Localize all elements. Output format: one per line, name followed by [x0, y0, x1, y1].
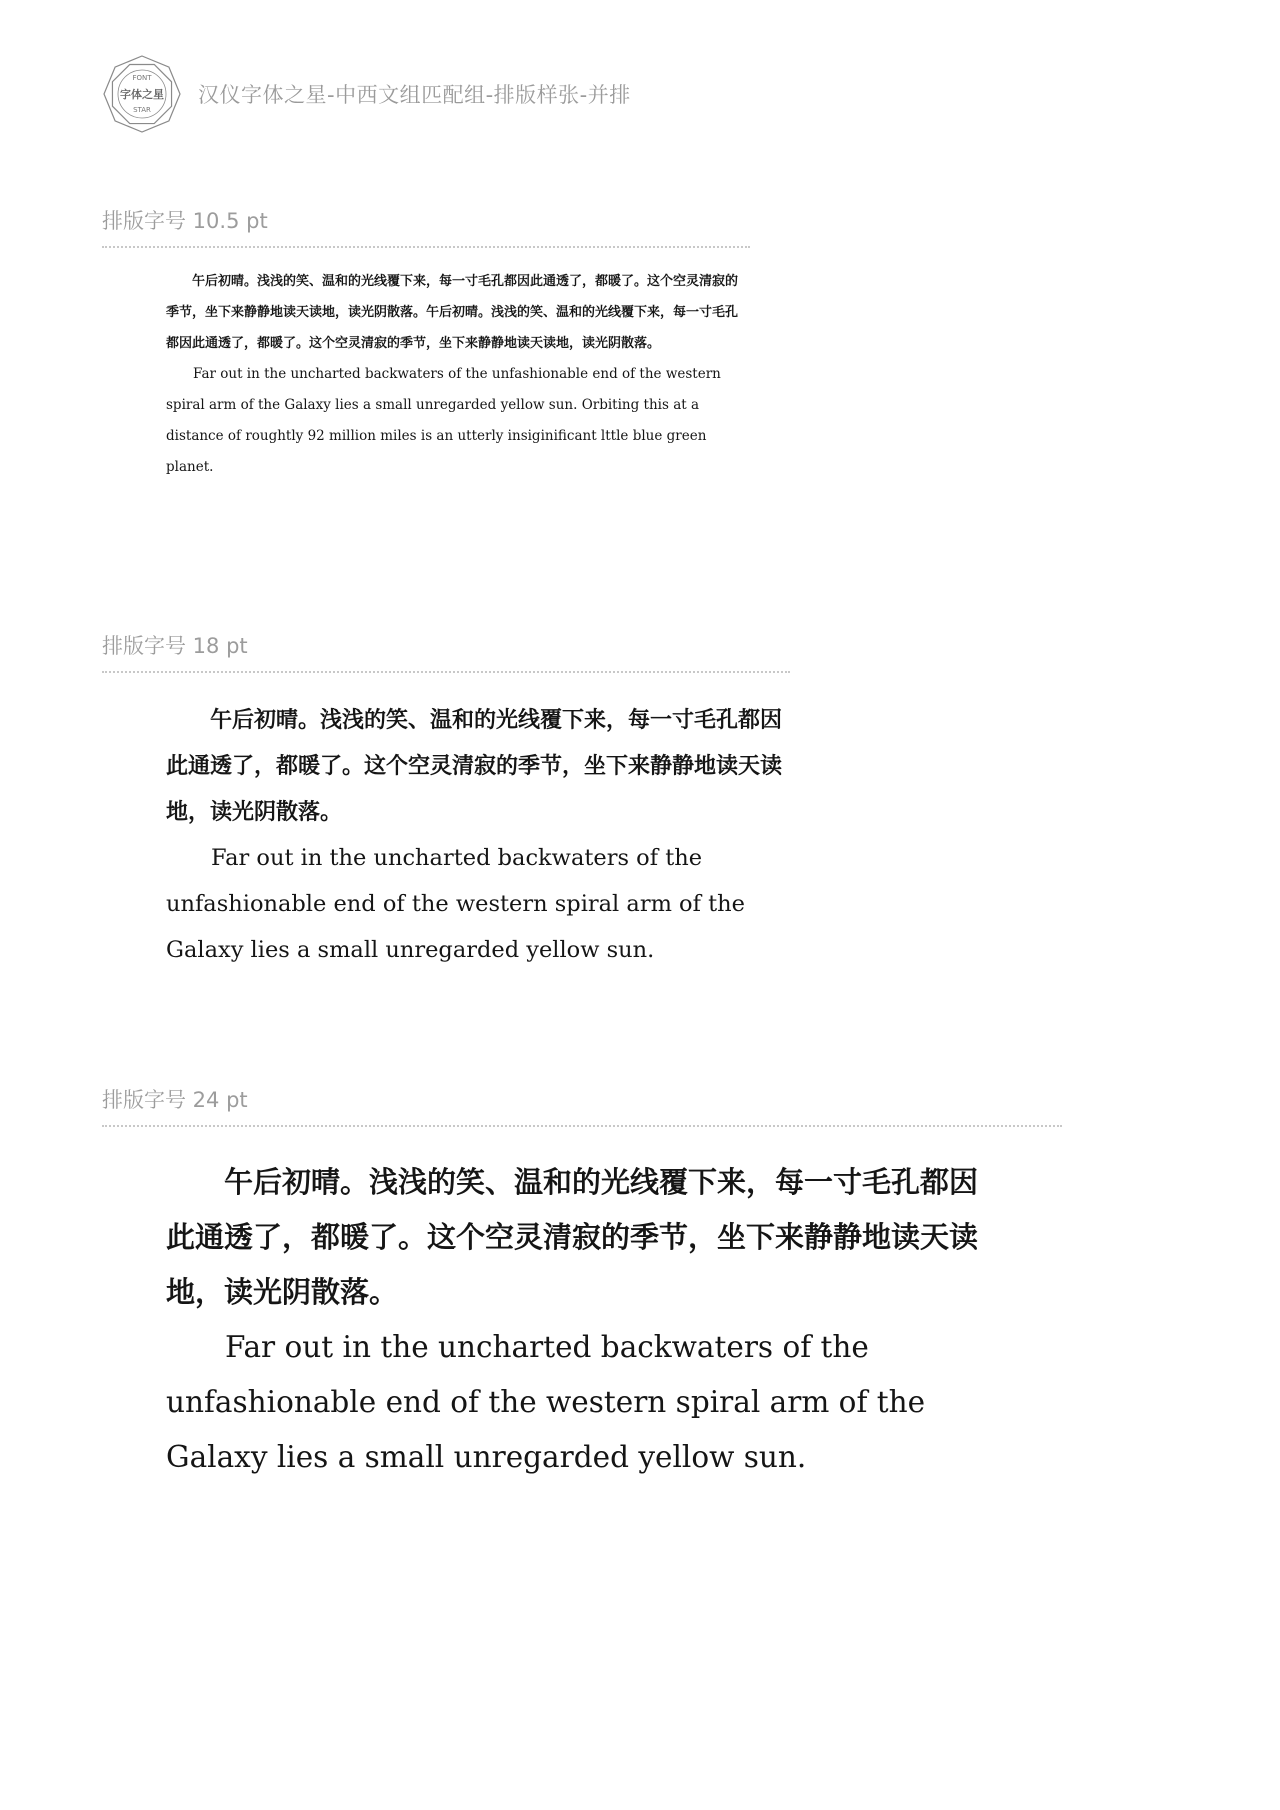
sample-text-block	[166, 1155, 986, 1485]
section-label: 排版字号 10.5 pt	[102, 209, 268, 233]
dotted-divider	[102, 1125, 1062, 1127]
section-label: 排版字号 24 pt	[102, 1088, 248, 1112]
sample-text-block	[166, 266, 750, 483]
sample-text-block	[166, 697, 790, 973]
sample-section-18pt	[102, 631, 790, 973]
english-paragraph: Far out in the uncharted backwaters of the unfashionable end of the western spiral arm of the Galaxy lies a small unregarded yellow sun.	[166, 1330, 926, 1474]
english-paragraph: Far out in the uncharted backwaters of the unfashionable end of the western spiral arm of the Galaxy lies a small unregarded yellow sun.	[166, 845, 745, 963]
chinese-paragraph: 午后初晴。浅浅的笑、温和的光线覆下来，每一寸毛孔都因此通透了，都暖了。这个空灵清寂的季节，坐下来静静地读天读地，读光阴散落。	[166, 1165, 979, 1309]
dotted-divider	[102, 671, 790, 673]
page-title: 汉仪字体之星-中西文组匹配组-排版样张-并排	[198, 83, 631, 107]
sample-section-10-5pt	[102, 206, 750, 483]
chinese-paragraph: 午后初晴。浅浅的笑、温和的光线覆下来，每一寸毛孔都因此通透了，都暖了。这个空灵清寂的季节，坐下来静静地读天读地，读光阴散落。午后初晴。浅浅的笑、温和的光线覆下来，每一寸毛孔都因此通透了，都暖了。这个空灵清寂的季节，坐下来静静地读天读地，读光阴散落。	[166, 274, 739, 351]
logo-center-text: 字体之星	[120, 88, 164, 101]
page-header	[102, 54, 631, 134]
logo-top-text: FONT	[132, 74, 152, 82]
chinese-paragraph: 午后初晴。浅浅的笑、温和的光线覆下来，每一寸毛孔都因此通透了，都暖了。这个空灵清寂的季节，坐下来静静地读天读地，读光阴散落。	[166, 707, 783, 825]
sample-section-24pt	[102, 1085, 1062, 1485]
dotted-divider	[102, 246, 750, 248]
font-star-logo-icon	[102, 54, 182, 134]
logo-bottom-text: STAR	[133, 106, 151, 114]
section-label: 排版字号 18 pt	[102, 634, 248, 658]
english-paragraph: Far out in the uncharted backwaters of the unfashionable end of the western spiral arm of the Galaxy lies a small unregarded yellow sun. Orbiting this at a distance of roughtly 92 million miles is an utterly insiginificant lttle blue green planet.	[166, 366, 721, 475]
